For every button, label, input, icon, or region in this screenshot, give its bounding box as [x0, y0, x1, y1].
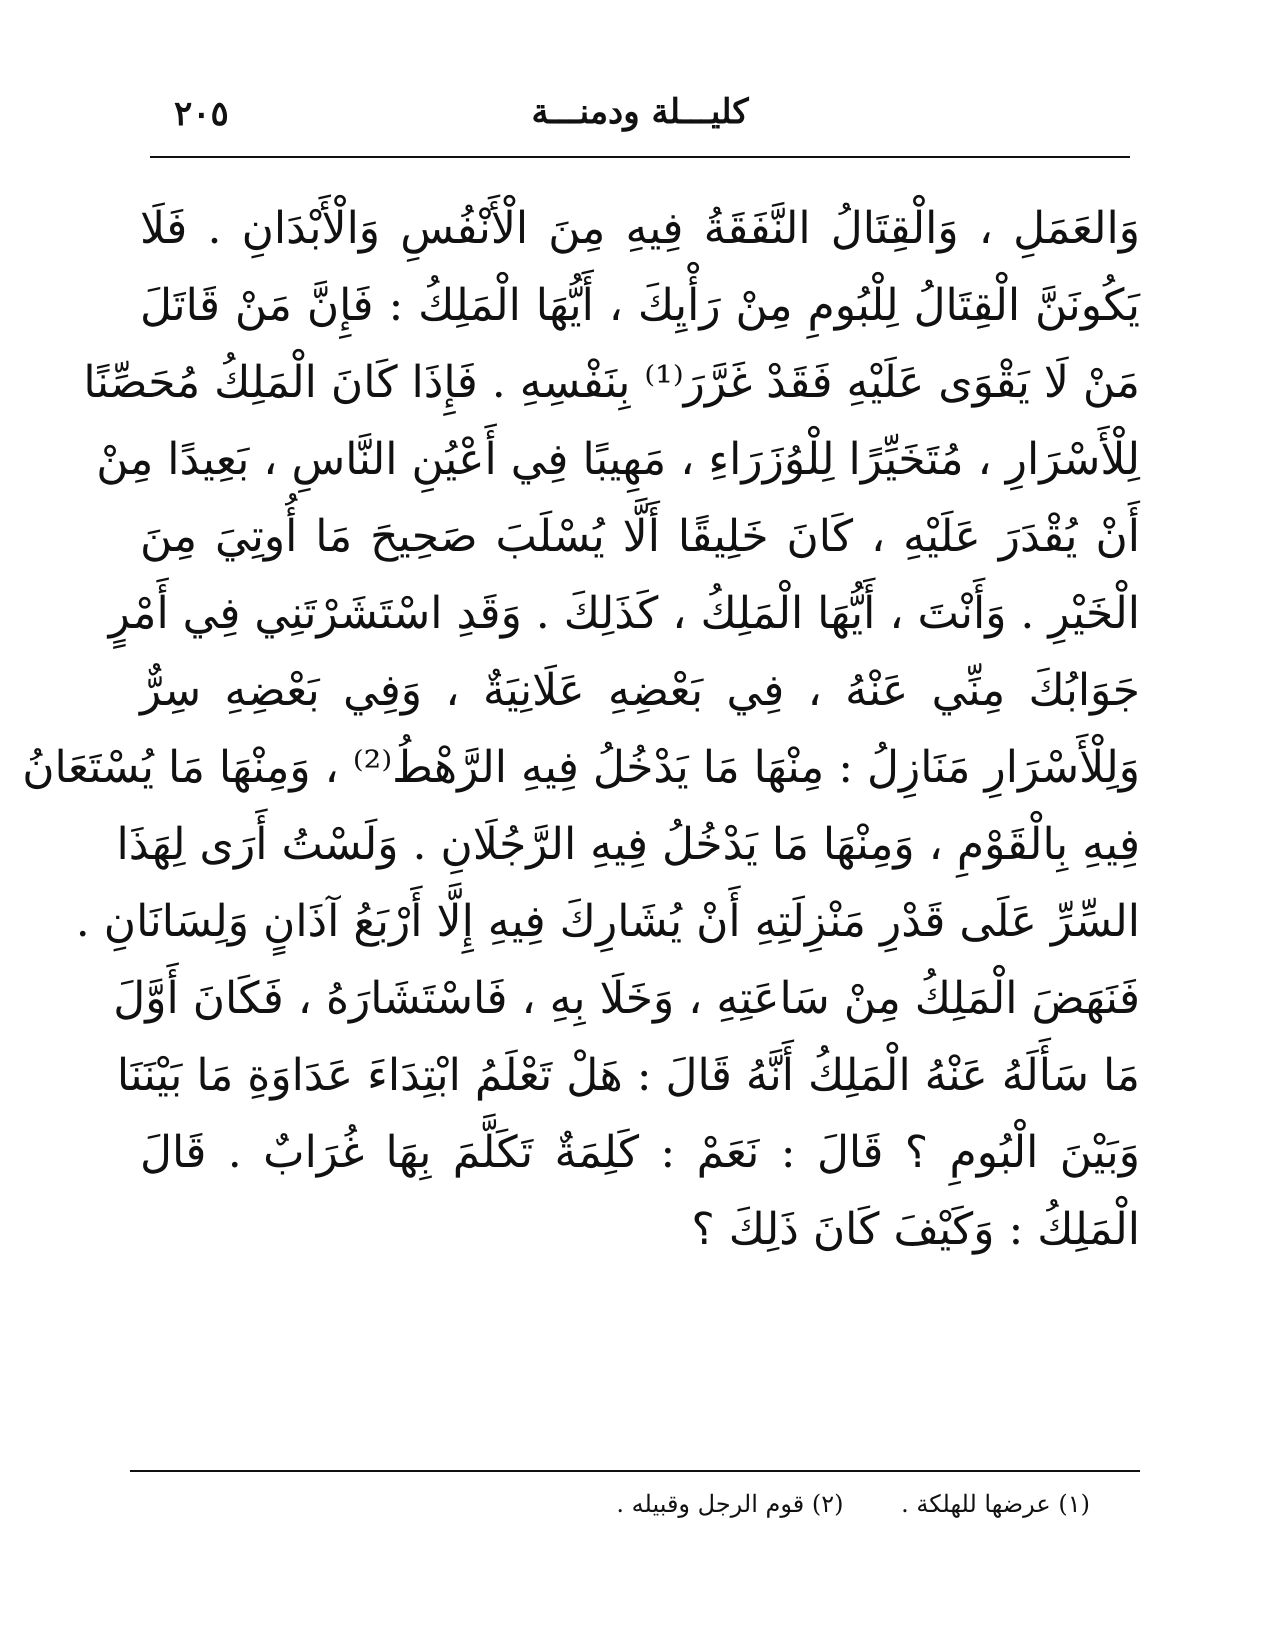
body-text: [22, 190, 1140, 1268]
text-line: الْمَلِكُ : وَكَيْفَ كَانَ ذَلِكَ ؟: [691, 1204, 1140, 1255]
footnote-divider: [130, 1470, 1140, 1472]
page-number: ٢٠٥: [174, 94, 229, 134]
text-line: جَوَابُكَ مِنِّي عَنْهُ ، فِي بَعْضِهِ عَلَانِيَةٌ ، وَفِي بَعْضِهِ سِرٌّ: [140, 665, 1140, 716]
text-line: السِّرِّ عَلَى قَدْرِ مَنْزِلَتِهِ أَنْ يُشَارِكَ فِيهِ إِلَّا أَرْبَعُ آذَانٍ وَلِسَانَانِ .: [75, 896, 1140, 947]
text-line: وَبَيْنَ الْبُومِ ؟ قَالَ : نَعَمْ : كَلِمَةٌ تَكَلَّمَ بِهَا غُرَابٌ . قَالَ: [140, 1127, 1140, 1178]
footnotes: [300, 1490, 1090, 1518]
text-line: الْخَيْرِ . وَأَنْتَ ، أَيُّهَا الْمَلِكُ ، كَذَلِكَ . وَقَدِ اسْتَشَرْتَنِي فِي أَمْرٍ: [108, 588, 1140, 639]
footnote-1: (١) عرضها للهلكة .: [901, 1490, 1090, 1518]
text-line: يَكُونَنَّ الْقِتَالُ لِلْبُومِ مِنْ رَأْيِكَ ، أَيُّهَا الْمَلِكُ : فَإِنَّ مَنْ قَاتَلَ: [140, 280, 1140, 331]
text-line: أَنْ يُقْدَرَ عَلَيْهِ ، كَانَ خَلِيقًا أَلَّا يُسْلَبَ صَحِيحَ مَا أُوتِيَ مِنَ: [140, 511, 1140, 562]
page-header: [150, 88, 1130, 158]
text-line: وَالعَمَلِ ، وَالْقِتَالُ النَّفَقَةُ فِيهِ مِنَ الْأَنْفُسِ وَالْأَبْدَانِ . فَلَا: [140, 203, 1140, 254]
text-line: فَنَهَضَ الْمَلِكُ مِنْ سَاعَتِهِ ، وَخَلَا بِهِ ، فَاسْتَشَارَهُ ، فَكَانَ أَوَّلَ: [113, 973, 1140, 1024]
header-divider: [150, 156, 1130, 158]
text-line: لِلْأَسْرَارِ ، مُتَخَيِّرًا لِلْوُزَرَاءِ ، مَهِيبًا فِي أَعْيُنِ النَّاسِ ، بَعِيدًا مِنْ: [96, 434, 1140, 485]
text-line: مَا سَأَلَهُ عَنْهُ الْمَلِكُ أَنَّهُ قَالَ : هَلْ تَعْلَمُ ابْتِدَاءَ عَدَاوَةِ مَا بَيْنَنَا: [116, 1050, 1140, 1101]
footnote-2: (٢) قوم الرجل وقبيله .: [616, 1490, 844, 1518]
text-line: مَنْ لَا يَقْوَى عَلَيْهِ فَقَدْ غَرَّرَ⁽¹⁾ بِنَفْسِهِ . فَإِذَا كَانَ الْمَلِكُ مُحَصِّنًا: [83, 357, 1140, 408]
running-title: كليـــلة ودمنـــة: [531, 92, 749, 132]
text-line: وَلِلْأَسْرَارِ مَنَازِلُ : مِنْهَا مَا يَدْخُلُ فِيهِ الرَّهْطُ⁽²⁾ ، وَمِنْهَا مَا يُسْتَعَانُ: [22, 742, 1140, 793]
text-line: فِيهِ بِالْقَوْمِ ، وَمِنْهَا مَا يَدْخُلُ فِيهِ الرَّجُلَانِ . وَلَسْتُ أَرَى لِهَذَا: [116, 819, 1140, 870]
